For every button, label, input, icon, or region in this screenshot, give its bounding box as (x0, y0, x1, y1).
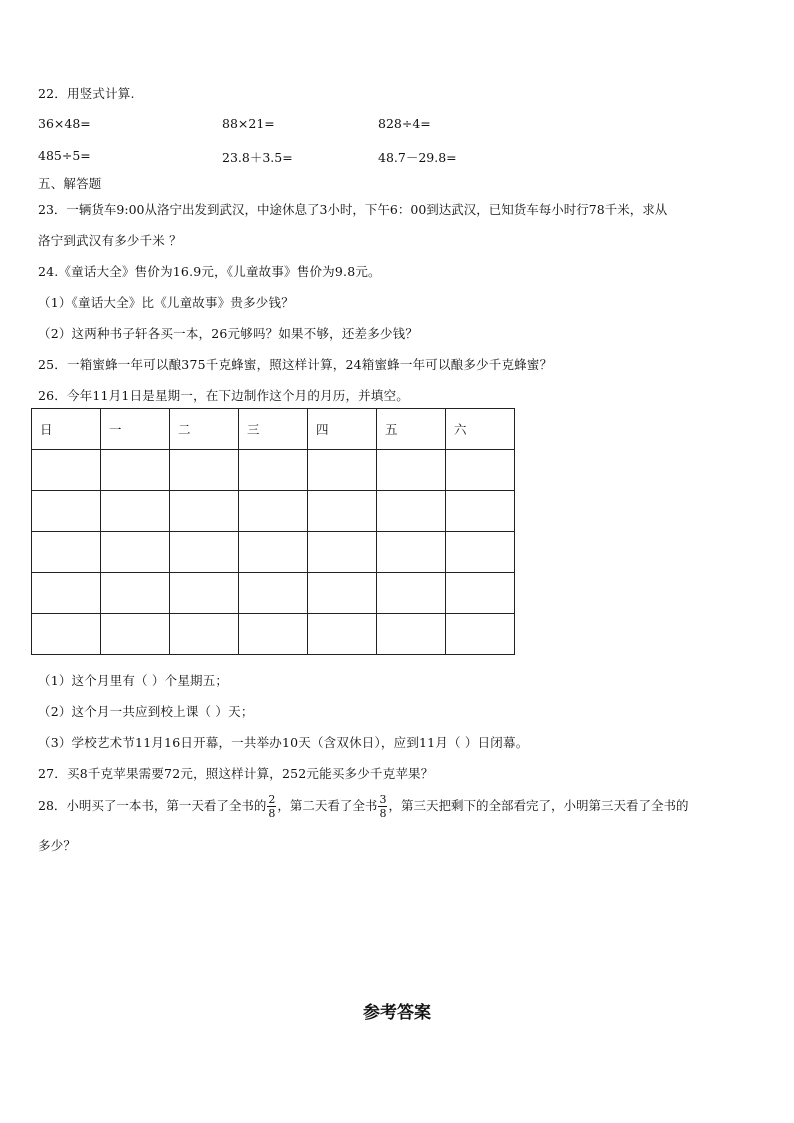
calendar-cell (170, 491, 239, 532)
weekday-cell: 五 (377, 409, 446, 450)
calendar-cell (32, 573, 101, 614)
calendar-row (32, 532, 515, 573)
calc-item: 48.7－29.8= (378, 150, 457, 165)
weekday-cell: 二 (170, 409, 239, 450)
q26-sub2: （2）这个月一共应到校上课（ ）天； (38, 704, 254, 719)
q28-part1: 28．小明买了一本书，第一天看了全书的 (38, 798, 267, 813)
q28-line2: 多少？ (38, 838, 77, 853)
q28-part3: ，第三天把剩下的全部看完了，小明第三天看了全书的 (388, 798, 689, 813)
calendar-table (31, 408, 515, 655)
weekday-cell: 日 (32, 409, 101, 450)
q28-part2: ，第二天看了全书 (277, 798, 378, 813)
calendar-cell (170, 573, 239, 614)
q24-sub1: （1）《童话大全》比《儿童故事》贵多少钱？ (38, 295, 294, 310)
calendar-cell (101, 491, 170, 532)
calendar-cell (446, 614, 515, 655)
calendar-row (32, 491, 515, 532)
calendar-cell (32, 491, 101, 532)
calendar-cell (308, 573, 377, 614)
calendar-cell (446, 573, 515, 614)
weekday-cell: 一 (101, 409, 170, 450)
q26-stem: 26．今年11月1日是星期一，在下边制作这个月的月历，并填空。 (38, 388, 409, 403)
answer-title: 参考答案 (363, 1003, 431, 1023)
calendar-cell (101, 532, 170, 573)
q24-sub2: （2）这两种书子轩各买一本，26元够吗？如果不够，还差多少钱？ (38, 326, 419, 341)
calendar-cell (32, 450, 101, 491)
calc-item: 36×48= (38, 116, 91, 131)
q25-text: 25．一箱蜜蜂一年可以酿375千克蜂蜜，照这样计算，24箱蜜蜂一年可以酿多少千克蜂蜜？ (38, 357, 553, 372)
calendar-cell (101, 614, 170, 655)
calendar-cell (170, 450, 239, 491)
calendar-cell (170, 532, 239, 573)
calendar-cell (377, 614, 446, 655)
calendar-cell (239, 491, 308, 532)
calendar-cell (377, 450, 446, 491)
calendar-cell (101, 573, 170, 614)
calc-item: 828÷4= (378, 116, 431, 131)
calendar-row (32, 573, 515, 614)
q27-text: 27．买8千克苹果需要72元，照这样计算，252元能买多少千克苹果？ (38, 766, 434, 781)
calendar-cell (239, 614, 308, 655)
q23-line1: 23．一辆货车9:00从洛宁出发到武汉，中途休息了3小时，下午6：00到达武汉，已知货车每小时行78千米，求从 (38, 202, 668, 217)
calendar-cell (446, 532, 515, 573)
calendar-cell (239, 532, 308, 573)
calc-item: 88×21= (222, 116, 275, 131)
calendar-cell (239, 450, 308, 491)
calendar-cell (32, 614, 101, 655)
q26-sub3: （3）学校艺术节11月16日开幕，一共举办10天（含双休日），应到11月（ ）日闭幕。 (38, 735, 529, 750)
calendar-cell (377, 491, 446, 532)
q28-line1 (38, 794, 688, 819)
q26-sub1: （1）这个月里有（ ）个星期五； (38, 673, 229, 688)
calc-item: 23.8＋3.5= (222, 150, 293, 165)
calendar-cell (377, 573, 446, 614)
calendar-cell (101, 450, 170, 491)
calendar-cell (239, 573, 308, 614)
calendar-cell (308, 491, 377, 532)
calendar-cell (308, 450, 377, 491)
weekday-cell: 三 (239, 409, 308, 450)
q22-title: 22．用竖式计算. (38, 86, 135, 101)
weekday-cell: 六 (446, 409, 515, 450)
fraction-3-8: $\frac{3}{8}$ (379, 793, 387, 820)
q23-line2: 洛宁到武汉有多少千米 ？ (38, 233, 182, 248)
calendar-row (32, 450, 515, 491)
section-heading: 五、解答题 (38, 176, 102, 191)
calendar-cell (377, 532, 446, 573)
calendar-cell (170, 614, 239, 655)
calendar-cell (446, 450, 515, 491)
calendar-row (32, 614, 515, 655)
q24-stem: 24.《童话大全》售价为16.9元，《儿童故事》售价为9.8元。 (38, 264, 381, 279)
calendar-cell (308, 614, 377, 655)
fraction-2-8: $\frac{2}{8}$ (268, 793, 276, 820)
calendar-cell (32, 532, 101, 573)
calendar-cell (308, 532, 377, 573)
weekday-cell: 四 (308, 409, 377, 450)
calendar-header-row (32, 409, 515, 450)
calc-item: 485÷5= (38, 148, 91, 163)
calendar-cell (446, 491, 515, 532)
